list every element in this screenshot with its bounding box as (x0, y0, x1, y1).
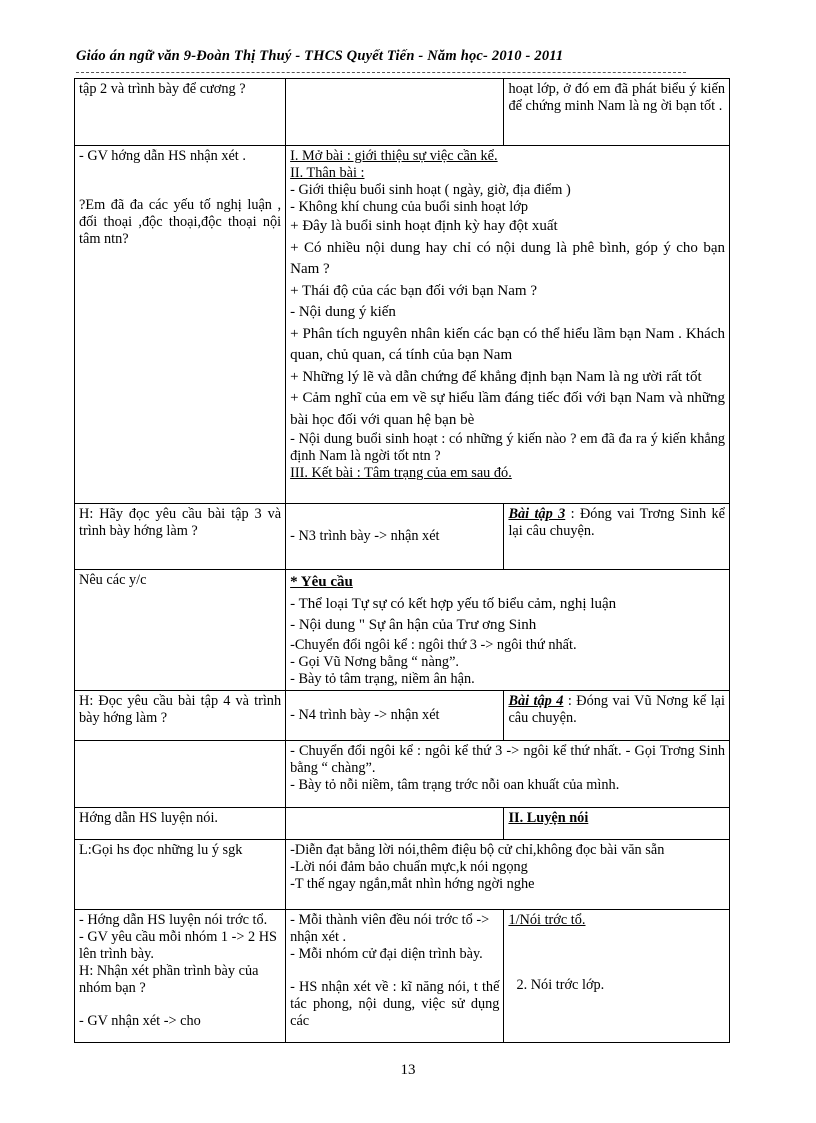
cell-text: - Thể loại Tự sự có kết hợp yếu tố biểu cảm, nghị luận (290, 595, 617, 612)
speaking-notes-cell (286, 839, 730, 909)
table-row (75, 740, 730, 807)
cell-text: Hớng dẫn HS luyện nói. (79, 809, 219, 826)
cell-text: - Chuyển đổi ngôi kể : ngôi kể thứ 3 -> ngôi kể thứ nhất. - Gọi Trơng Sinh bằng “ chàng”. (290, 742, 725, 776)
cell-text: 2. Nói trớc lớp. (516, 976, 605, 993)
cell-text: L:Gọi hs đọc những lu ý sgk (79, 841, 243, 858)
teacher-activity-cell (75, 807, 286, 839)
cell-text: + Có nhiều nội dung hay chỉ có nội dung là phê bình, góp ý cho bạn Nam ? (290, 239, 725, 277)
teacher-activity-cell (75, 740, 286, 807)
lesson-table (74, 78, 730, 1043)
teacher-activity-cell (75, 504, 286, 570)
cell-text: - Mỗi nhóm cử đại diện trình bày. (290, 945, 483, 962)
cell-text: - N4 trình bày -> nhận xét (290, 706, 440, 723)
cell-text: - Giới thiệu buổi sinh hoạt ( ngày, giờ, địa điểm ) (290, 182, 571, 198)
teacher-activity-cell (75, 690, 286, 740)
cell-text: 1/Nói trớc tổ. (508, 911, 586, 928)
teacher-activity-cell (75, 79, 286, 146)
cell-text: H: Nhận xét phần trình bày của nhóm bạn ? (79, 962, 259, 996)
table-row (75, 839, 730, 909)
cell-text: - Không khí chung của buổi sinh hoạt lớp (290, 199, 528, 215)
table-row (75, 690, 730, 740)
cell-text: - GV yêu cầu mỗi nhóm 1 -> 2 HS lên trình bày. (79, 928, 278, 962)
header-divider (76, 72, 686, 73)
section-title: II. Luyện nói (508, 809, 589, 826)
content-cell (504, 690, 730, 740)
teacher-activity-cell (75, 570, 286, 691)
table-row (75, 807, 730, 839)
student-activity-cell (286, 504, 504, 570)
cell-text: -Diễn đạt bằng lời nói,thêm điệu bộ cử chỉ,không đọc bài văn sẵn (290, 841, 665, 858)
requirements-title: * Yêu cầu (290, 574, 353, 590)
student-activity-cell (286, 807, 504, 839)
teacher-activity-cell (75, 909, 286, 1042)
exercise-title: Bài tập 3 (508, 506, 566, 522)
cell-text: - Bày tỏ tâm trạng, niềm ân hận. (290, 670, 475, 687)
cell-text: -T thế ngay ngắn,mắt nhìn hớng ngời nghe (290, 875, 535, 892)
cell-text: - Nội dung ý kiến (290, 304, 396, 320)
outline-heading: I. Mở bài : giới thiệu sự việc cần kể. (290, 148, 498, 164)
cell-text: H: Hãy đọc yêu cầu bài tập 3 và trình bày hớng làm ? (79, 506, 282, 539)
cell-text: + Đây là buổi sinh hoạt định kỳ hay đột xuất (290, 218, 558, 234)
student-activity-cell (286, 909, 504, 1042)
outline-heading: III. Kết bài : Tâm trạng của em sau đó. (290, 465, 512, 481)
cell-text: + Thái độ của các bạn đối với bạn Nam ? (290, 282, 537, 299)
cell-text: - Mỗi thành viên đều nói trớc tổ -> nhận xét . (290, 911, 490, 945)
table-row (75, 146, 730, 504)
student-activity-cell (286, 690, 504, 740)
cell-text: : Đóng vai Trơng Sinh kể lại câu chuyện. (508, 506, 725, 539)
cell-text: tập 2 và trình bày để cương ? (79, 81, 246, 97)
outline-cell (286, 146, 730, 504)
cell-text: - HS nhận xét về : kĩ năng nói, t thế tác phong, nội dung, việc sử dụng các (290, 978, 500, 1029)
table-row (75, 79, 730, 146)
requirements-cell (286, 740, 730, 807)
content-cell (504, 504, 730, 570)
exercise-title: Bài tập 4 (508, 692, 564, 709)
cell-text: + Cảm nghĩ của em về sự hiểu lầm đáng tiếc đối với bạn Nam và những bài học đối với quan hệ bạn bè (290, 390, 725, 428)
cell-text: - Gọi Vũ Nơng bằng “ nàng”. (290, 653, 460, 670)
requirements-cell (286, 570, 730, 691)
page-number: 13 (400, 1062, 416, 1078)
cell-text: hoạt lớp, ở đó em đã phát biểu ý kiến để chứng minh Nam là ng ời bạn tốt . (508, 81, 725, 114)
cell-text: - Nội dung " Sự ân hận của Trư ơng Sinh (290, 617, 537, 633)
page-header: Giáo án ngữ văn 9-Đoàn Thị Thuý - THCS Quyết Tiến - Năm học- 2010 - 2011 (76, 48, 564, 64)
content-cell (504, 807, 730, 839)
content-cell (504, 79, 730, 146)
outline-heading: II. Thân bài : (290, 165, 365, 181)
cell-text: - Hớng dẫn HS luyện nói trớc tổ. (79, 911, 268, 928)
student-activity-cell (286, 79, 504, 146)
cell-text: - GV nhận xét -> cho (79, 1012, 201, 1029)
cell-text: -Chuyển đổi ngôi kể : ngôi thứ 3 -> ngôi thứ nhất. (290, 636, 577, 653)
cell-text: + Những lý lẽ và dẫn chứng để khẳng định bạn Nam là ng ười rất tốt (290, 368, 702, 385)
cell-text: - N3 trình bày -> nhận xét (290, 528, 440, 544)
teacher-activity-cell (75, 146, 286, 504)
cell-text: - Bày tỏ nỗi niềm, tâm trạng trớc nỗi oan khuất của mình. (290, 776, 620, 793)
table-row (75, 504, 730, 570)
table-row (75, 909, 730, 1042)
cell-text: - Nội dung buổi sinh hoạt : có những ý kiến nào ? em đã đa ra ý kiến khẳng định Nam là ngời tốt ntn ? (290, 431, 725, 464)
cell-text: - GV hớng dẫn HS nhận xét . (79, 148, 246, 164)
cell-text: H: Đọc yêu cầu bài tập 4 và trình bày hớng làm ? (79, 692, 282, 726)
cell-text: : Đóng vai Vũ Nơng kể lại câu chuyện. (508, 692, 725, 726)
cell-text: ?Em đã đa các yếu tố nghị luận , đối thoại ,độc thoại,độc thoại nội tâm ntn? (79, 197, 282, 247)
content-cell (504, 909, 730, 1042)
cell-text: Nêu các y/c (79, 572, 147, 588)
teacher-activity-cell (75, 839, 286, 909)
cell-text: -Lời nói đảm bảo chuẩn mực,k nói ngọng (290, 858, 528, 875)
table-row (75, 570, 730, 691)
cell-text: + Phân tích nguyên nhân kiến các bạn có thể hiểu lầm bạn Nam . Khách quan, chủ quan, cá tính của bạn Nam (290, 325, 725, 363)
